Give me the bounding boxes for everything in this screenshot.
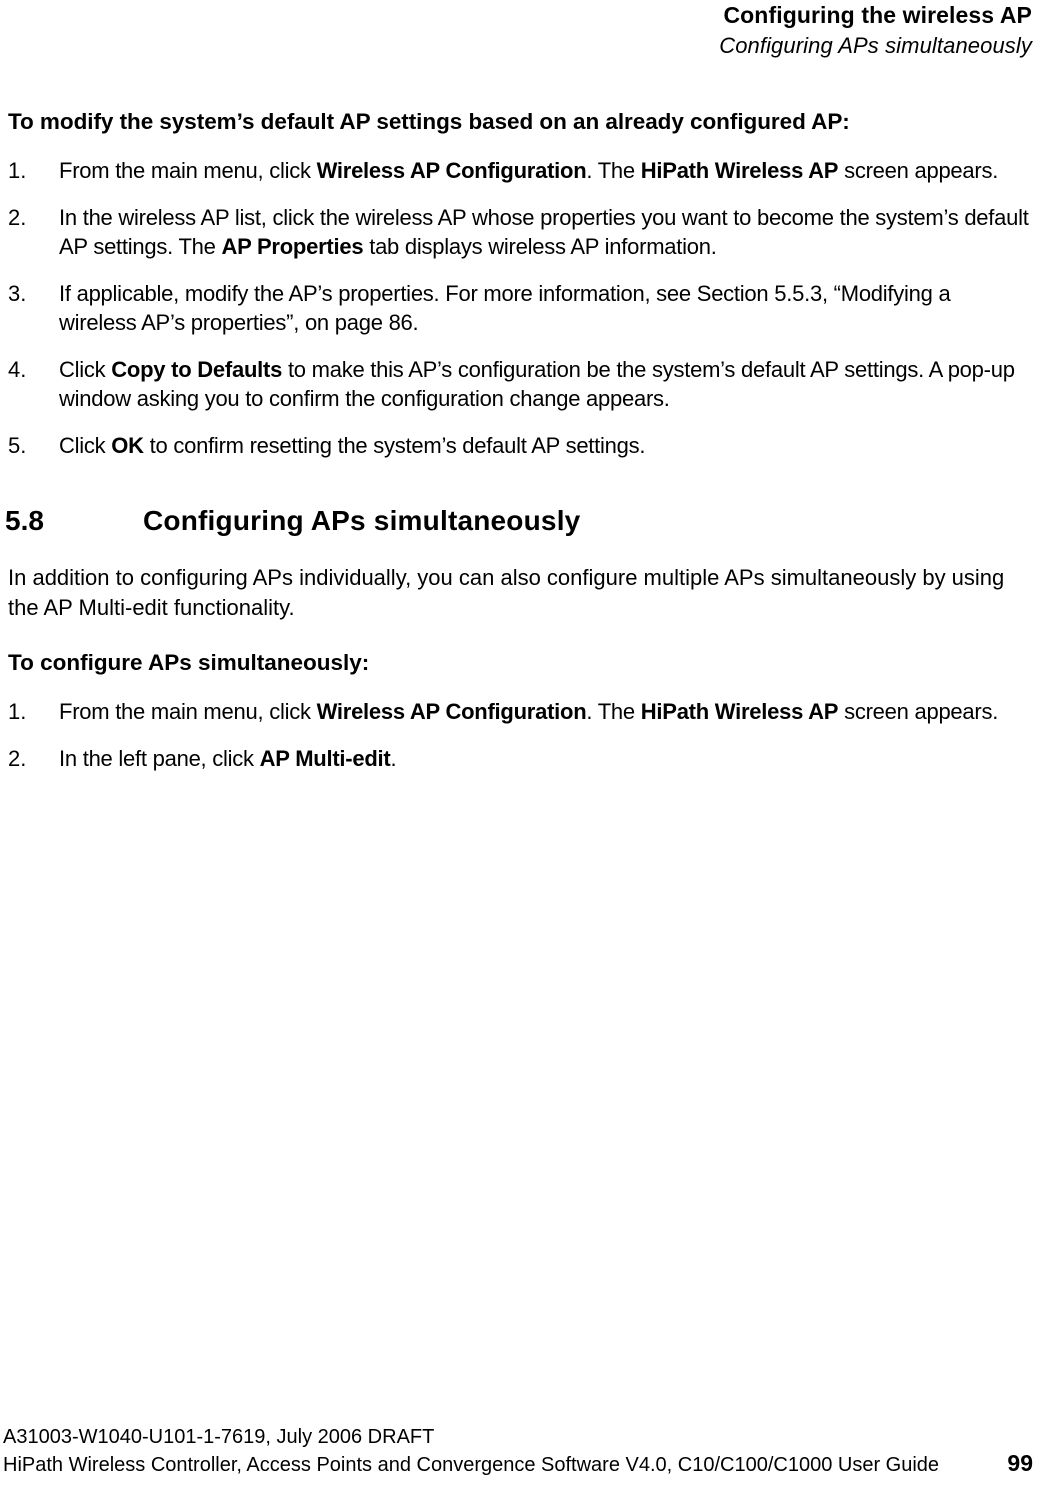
step-text [59,699,998,724]
step-text-fragment: From the main menu, click [59,158,317,183]
procedure-step [8,355,1031,414]
step-text-emphasis: HiPath Wireless AP [640,699,839,724]
step-text-fragment: . The [586,158,641,183]
step-number: 1. [8,699,27,724]
step-text-fragment: screen appears. [838,699,999,724]
procedure-step [8,744,1031,774]
step-text [59,205,1029,260]
step-text-fragment: to make this AP’s configuration be the system’s default AP settings. A pop-up window asking you to confirm the configuration change appears. [59,356,1015,411]
step-text-fragment: If applicable, modify the AP’s properties. For more information, see Section 5.5.3, “Modifying a wireless AP’s properties”, on page 86. [59,280,951,335]
step-text-fragment: Click [59,356,112,382]
page-footer [3,1424,1033,1479]
running-header [0,0,1032,61]
step-number: 5. [8,432,27,458]
step-number: 4. [8,356,27,382]
procedure-step [8,279,1031,338]
procedure-step [8,203,1031,262]
step-text [59,357,1015,412]
procedure-step [8,697,1031,727]
step-text [59,746,396,771]
running-header-subtitle: Configuring APs simultaneously [719,33,1032,58]
page-body [5,108,1031,773]
step-text-emphasis: Wireless AP Configuration [316,699,587,724]
step-text-fragment: tab displays wireless AP information. [363,234,717,259]
step-text-fragment: . The [586,699,641,724]
step-text-fragment: In the left pane, click [59,745,260,771]
step-number: 2. [8,745,27,771]
step-text [59,281,951,336]
step-number: 2. [8,204,27,230]
section-title: Configuring APs simultaneously [143,505,581,536]
step-text [59,158,998,183]
step-text-fragment: to confirm resetting the system’s default AP settings. [143,432,646,458]
running-header-title: Configuring the wireless AP [723,2,1032,28]
procedure-step [8,431,1031,461]
step-text-fragment: In the wireless AP list, click the wireless AP whose properties you want to become the system’s default AP settings. The [59,204,1029,259]
step-number: 3. [8,280,27,306]
step-text-fragment: From the main menu, click [59,699,317,724]
step-text-emphasis: Copy to Defaults [111,356,283,382]
lead-heading: To modify the system’s default AP settings based on an already configured AP: [8,109,850,134]
intro-paragraph: In addition to configuring APs individually, you can also configure multiple APs simultaneously by using the AP Multi-edit functionality. [8,565,1005,620]
footer-product-line: HiPath Wireless Controller, Access Points and Convergence Software V4.0, C10/C100/C1000 User Guide [3,1454,940,1476]
procedure-list-2 [8,697,1031,773]
step-text-fragment: screen appears. [838,158,999,183]
sub-heading: To configure APs simultaneously: [8,650,370,675]
procedure-list-1 [8,156,1031,460]
section-number: 5.8 [5,505,44,536]
step-text-fragment: Click [59,432,112,458]
footer-product-line-row [3,1450,1033,1479]
step-text-emphasis: HiPath Wireless AP [640,158,839,183]
section-heading [5,504,1031,538]
footer-document-id: A31003-W1040-U101-1-7619, July 2006 DRAFT [3,1426,435,1448]
step-text-fragment: . [390,745,397,771]
step-number: 1. [8,158,27,183]
step-text-emphasis: AP Multi-edit [259,745,391,771]
step-text-emphasis: AP Properties [221,234,364,259]
step-text-emphasis: OK [111,432,144,458]
footer-page-number: 99 [1007,1450,1033,1476]
step-text [59,433,645,458]
step-text-emphasis: Wireless AP Configuration [316,158,587,183]
procedure-step [8,156,1031,186]
